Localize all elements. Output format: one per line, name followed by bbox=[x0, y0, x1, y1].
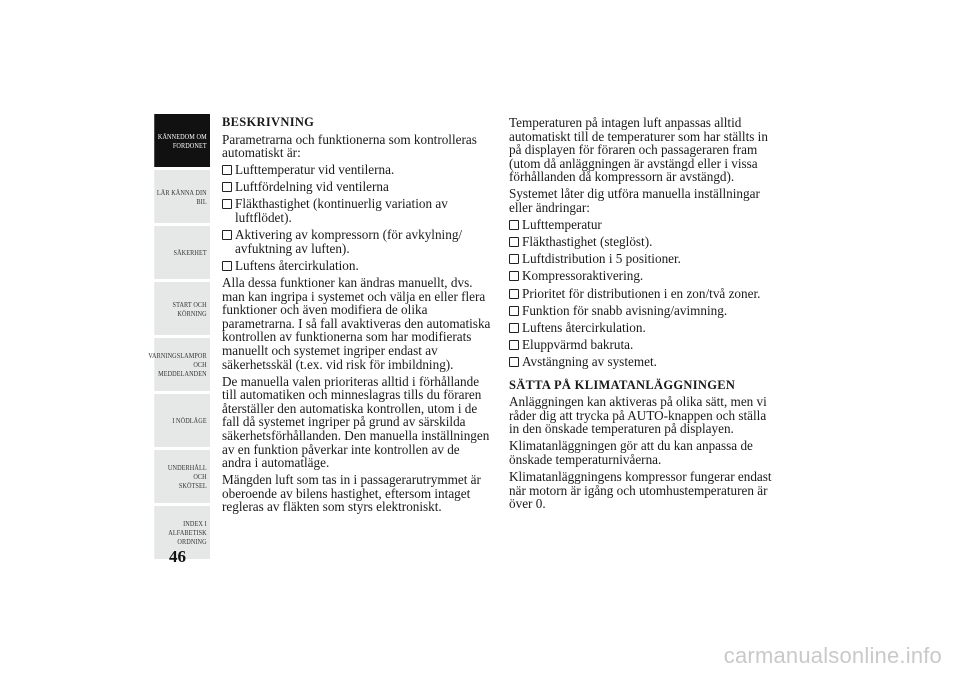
checkbox-bullet-icon bbox=[222, 199, 232, 209]
chapter-tabs bbox=[142, 114, 210, 562]
tab-kannedom-om-fordonet[interactable]: KÄNNEDOM OM FORDONET bbox=[154, 114, 210, 167]
checkbox-bullet-icon bbox=[509, 289, 519, 299]
section-heading-satta-pa: SÄTTA PÅ KLIMATANLÄGGNINGEN bbox=[509, 377, 736, 392]
tab-underhall-och-skotsel[interactable]: UNDERHÅLL OCH SKÖTSEL bbox=[154, 450, 210, 503]
list-item: Luftdistribution i 5 positioner. bbox=[509, 252, 774, 266]
page-number: 46 bbox=[169, 547, 186, 566]
checkbox-bullet-icon bbox=[509, 323, 519, 333]
paragraph: Systemet låter dig utföra manuella inställningar eller ändringar: bbox=[509, 186, 760, 216]
tab-i-nodlage[interactable]: I NÖDLÄGE bbox=[154, 394, 210, 447]
paragraph: Parametrarna och funktionerna som kontrolleras automatiskt är: bbox=[222, 131, 477, 161]
paragraph: Temperaturen på intagen luft anpassas alltid automatiskt till de temperaturer som har ställts in på displayen för föraren och passageraren fram (utom då anläggningen är avstängd eller i vissa förhållanden då kompressorn är avstängd). bbox=[509, 115, 768, 185]
list-item: Luftens återcirkulation. bbox=[222, 259, 492, 273]
paragraph: De manuella valen prioriteras alltid i förhållande till automatiken och minneslagras tills du föraren återställer den automatiska kontrollen, utom i de fall då systemet ingriper på grund av särskilda säkerhetsförhållanden. Den manuella inställningen av en funktion påverkar inte kontrollen av de andra i automatläge. bbox=[222, 373, 490, 471]
tab-varningslampor[interactable]: VARNINGSLAMPOR OCH MEDDELANDEN bbox=[154, 338, 210, 391]
paragraph: Klimatanläggningen gör att du kan anpassa de önskade temperaturnivåerna. bbox=[509, 438, 753, 467]
list-item: Aktivering av kompressorn (för avkylning/ avfuktning av luften). bbox=[222, 228, 492, 255]
list-item: Luftfördelning vid ventilerna bbox=[222, 180, 492, 194]
checkbox-bullet-icon bbox=[509, 220, 519, 230]
right-column bbox=[509, 116, 774, 514]
checkbox-bullet-icon bbox=[222, 165, 232, 175]
left-column bbox=[222, 116, 492, 518]
checkbox-bullet-icon bbox=[222, 261, 232, 271]
paragraph: Klimatanläggningens kompressor fungerar endast när motorn är igång och utomhustemperaturen är över 0. bbox=[509, 469, 772, 512]
list-item: Lufttemperatur vid ventilerna. bbox=[222, 163, 492, 177]
checkbox-bullet-icon bbox=[509, 306, 519, 316]
list-item: Eluppvärmd bakruta. bbox=[509, 338, 774, 352]
paragraph: Anläggningen kan aktiveras på olika sätt, men vi råder dig att trycka på AUTO-knappen och ställa in den önskade temperaturen på displayen. bbox=[509, 394, 767, 437]
list-item: Fläkthastighet (steglöst). bbox=[509, 235, 774, 249]
checkbox-bullet-icon bbox=[509, 340, 519, 350]
checkbox-bullet-icon bbox=[509, 254, 519, 264]
list-item: Avstängning av systemet. bbox=[509, 355, 774, 369]
checkbox-bullet-icon bbox=[509, 357, 519, 367]
checkbox-bullet-icon bbox=[509, 237, 519, 247]
checkbox-bullet-icon bbox=[509, 271, 519, 281]
list-item: Funktion för snabb avisning/avimning. bbox=[509, 304, 774, 318]
checkbox-bullet-icon bbox=[222, 230, 232, 240]
list-item: Luftens återcirkulation. bbox=[509, 321, 774, 335]
paragraph: Mängden luft som tas in i passagerarutrymmet är oberoende av bilens hastighet, eftersom intaget regleras av fläkten som styrs elektroniskt. bbox=[222, 472, 481, 515]
list-item: Fläkthastighet (kontinuerlig variation av luftflödet). bbox=[222, 197, 492, 224]
tab-index[interactable]: INDEX I ALFABETISK ORDNING bbox=[154, 506, 210, 559]
tab-lar-kanna-din-bil[interactable]: LÄR KÄNNA DIN BIL bbox=[154, 170, 210, 223]
section-heading-beskrivning: BESKRIVNING bbox=[222, 115, 315, 129]
paragraph: Alla dessa funktioner kan ändras manuellt, dvs. man kan ingripa i systemet och välja en eller flera funktioner och även modifiera de olika parametrarna. I så fall avaktiveras den automatiska kontrollen av funktionerna som har modifierats manuellt och systemet ingriper endast av säkerhetsskäl (t.ex. vid risk för imbildning). bbox=[222, 274, 491, 372]
list-item: Lufttemperatur bbox=[509, 218, 774, 232]
tab-sakerhet[interactable]: SÄKERHET bbox=[154, 226, 210, 279]
watermark: carmanualsonline.info bbox=[723, 643, 942, 668]
list-item: Prioritet för distributionen i en zon/två zoner. bbox=[509, 287, 774, 301]
tab-start-och-korning[interactable]: START OCH KÖRNING bbox=[154, 282, 210, 335]
list-item: Kompressoraktivering. bbox=[509, 269, 774, 283]
checkbox-bullet-icon bbox=[222, 182, 232, 192]
